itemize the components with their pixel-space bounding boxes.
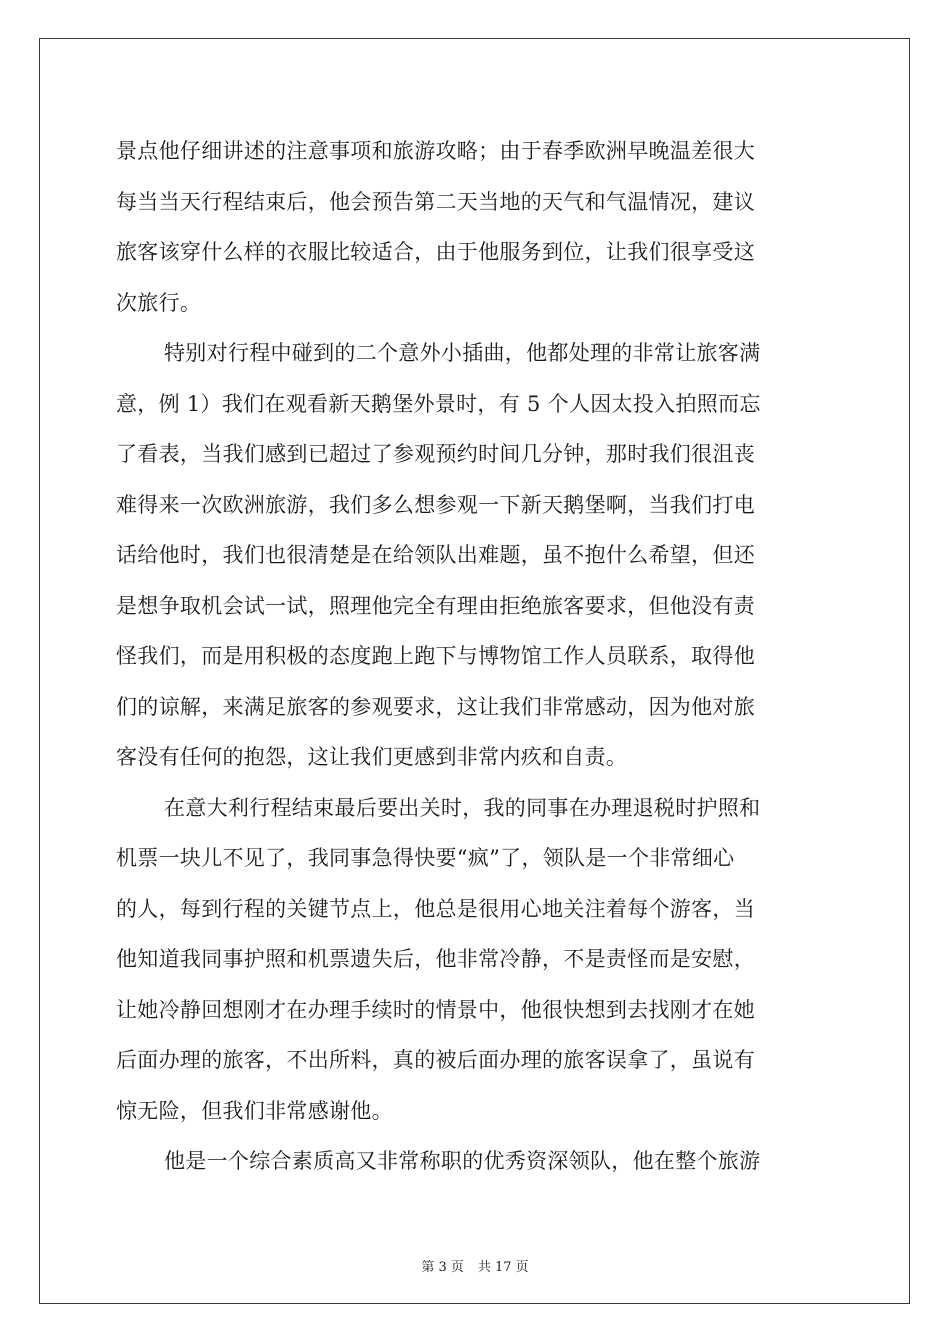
text-line: 的人，每到行程的关键节点上，他总是很用心地关注着每个游客，当 <box>116 896 755 921</box>
text-line: 后面办理的旅客，不出所料，真的被后面办理的旅客误拿了，虽说有 <box>116 1048 755 1072</box>
text-line: 机票一块儿不见了，我同事急得快要“疯”了，领队是一个非常细心 <box>116 846 735 870</box>
page-number: 第 3 页 <box>421 1260 464 1275</box>
text-line: 旅客该穿什么样的衣服比较适合，由于他服务到位，让我们很享受这 <box>116 240 755 264</box>
text-line: 了看表，当我们感到已超过了参观预约时间几分钟，那时我们很沮丧 <box>116 442 755 466</box>
text-line: 话给他时，我们也很清楚是在给领队出难题，虽不抱什么希望，但还 <box>116 543 755 567</box>
text-line: 难得来一次欧洲旅游，我们多么想参观一下新天鹅堡啊，当我们打电 <box>116 492 755 517</box>
text-line: 客没有任何的抱怨，这让我们更感到非常内疚和自责。 <box>116 745 628 769</box>
text-line: 在意大利行程结束最后要出关时，我的同事在办理退税时护照和 <box>164 795 761 820</box>
page-total: 共 17 页 <box>477 1260 529 1275</box>
text-line: 惊无险，但我们非常感谢他。 <box>116 1098 393 1123</box>
text-line: 每当当天行程结束后，他会预告第二天当地的天气和气温情况，建议 <box>116 189 755 214</box>
page-footer <box>0 1256 950 1275</box>
text-line: 他是一个综合素质高又非常称职的优秀资深领队，他在整个旅游 <box>164 1149 761 1173</box>
text-line: 是想争取机会试一试，照理他完全有理由拒绝旅客要求，但他没有责 <box>116 593 755 618</box>
text-line: 们的谅解，来满足旅客的参观要求，这让我们非常感动，因为他对旅 <box>116 694 755 719</box>
text-line: 特别对行程中碰到的二个意外小插曲，他都处理的非常让旅客满 <box>164 341 761 365</box>
text-line: 意，例 1）我们在观看新天鹅堡外景时，有 5 个人因太投入拍照而忘 <box>116 391 761 416</box>
text-line: 怪我们，而是用积极的态度跑上跑下与博物馆工作人员联系，取得他 <box>116 644 755 668</box>
text-line: 次旅行。 <box>116 290 202 315</box>
text-line: 让她冷静回想刚才在办理手续时的情景中，他很快想到去找刚才在她 <box>116 997 755 1022</box>
document-body <box>116 126 833 1187</box>
text-line: 景点他仔细讲述的注意事项和旅游攻略；由于春季欧洲早晚温差很大 <box>116 139 755 163</box>
text-line: 他知道我同事护照和机票遗失后，他非常冷静，不是责怪而是安慰， <box>116 947 755 971</box>
